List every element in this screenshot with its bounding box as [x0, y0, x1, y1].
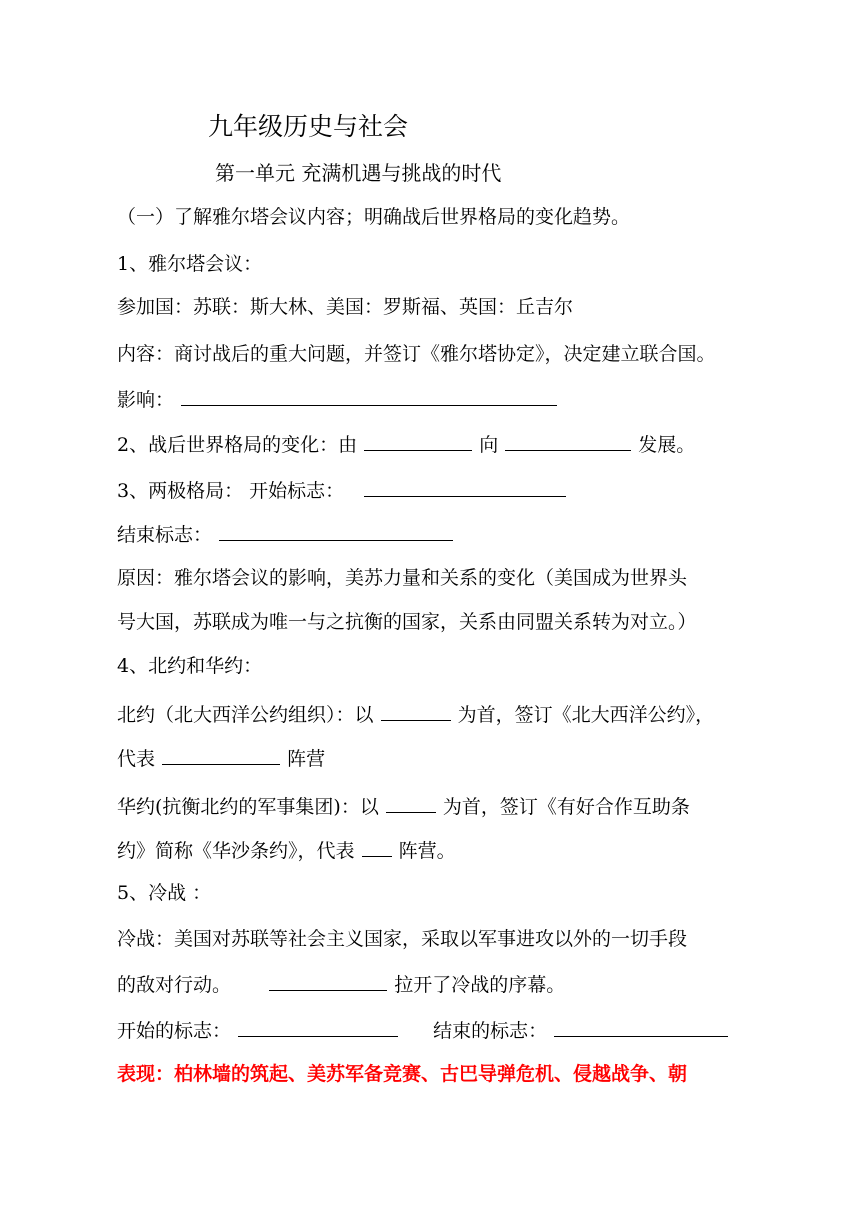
cold-war-end-blank[interactable] — [554, 1014, 728, 1037]
item5-manifestations: 表现：柏林墙的筑起、美苏军备竞赛、古巴导弹危机、侵越战争、朝 — [117, 1063, 688, 1085]
item2-prefix: 2、战后世界格局的变化：由 — [117, 434, 358, 456]
item3-line — [117, 474, 567, 506]
def-2-prefix: 的敌对行动。 — [117, 974, 250, 996]
item3-prefix: 3、两极格局： 开始标志： — [117, 480, 345, 502]
end-label: 结束的标志： — [433, 1020, 548, 1042]
item4-warsaw-2 — [117, 834, 456, 866]
item4-nato — [117, 698, 714, 730]
item5-def-1: 冷战：美国对苏联等社会主义国家，采取以军事进攻以外的一切手段 — [117, 928, 688, 950]
item3-reason-1: 原因：雅尔塔会议的影响，美苏力量和关系的变化（美国成为世界头 — [117, 567, 688, 589]
warsaw-prefix: 华约(抗衡北约的军事集团)：以 — [117, 796, 385, 818]
warsaw-leader-blank[interactable] — [386, 790, 436, 813]
item2-blank-from[interactable] — [364, 428, 472, 451]
nato-suffix: 为首，签订《北大西洋公约》， — [457, 704, 715, 726]
item2-suffix: 发展。 — [638, 434, 696, 456]
item3-end-blank[interactable] — [219, 518, 453, 541]
item3-reason-2: 号大国，苏联成为唯一与之抗衡的国家，关系由同盟关系转为对立。） — [117, 611, 697, 633]
item2-line — [117, 428, 695, 460]
document-title: 九年级历史与社会 — [208, 112, 409, 141]
nato-leader-blank[interactable] — [381, 698, 451, 721]
item4-heading: 4、北约和华约： — [117, 655, 263, 677]
item3-end-label: 结束标志： — [117, 524, 213, 546]
item1-participants: 参加国：苏联：斯大林、美国：罗斯福、英国：丘吉尔 — [117, 296, 574, 318]
start-label: 开始的标志： — [117, 1020, 232, 1042]
item4-nato-rep — [117, 742, 325, 774]
unit-title: 第一单元 充满机遇与挑战的时代 — [215, 161, 502, 185]
warsaw-camp-blank[interactable] — [362, 834, 392, 857]
item5-markers — [117, 1014, 729, 1046]
warsaw-suffix: 为首，签订《有好合作互助条 — [442, 796, 690, 818]
item3-start-blank[interactable] — [364, 474, 566, 497]
item1-impact — [117, 383, 558, 415]
item2-blank-to[interactable] — [505, 428, 631, 451]
impact-blank[interactable] — [181, 383, 557, 406]
nato-rep-prefix: 代表 — [117, 748, 156, 770]
item2-mid: 向 — [479, 434, 499, 456]
item1-content: 内容：商讨战后的重大问题，并签订《雅尔塔协定》，决定建立联合国。 — [117, 343, 716, 365]
item5-heading: 5、冷战 ： — [117, 882, 212, 904]
def-2-suffix: 拉开了冷战的序幕。 — [394, 974, 566, 996]
cold-war-start-blank[interactable] — [238, 1014, 398, 1037]
item5-def-2 — [117, 968, 565, 1000]
item4-warsaw — [117, 790, 690, 822]
section-heading: （一）了解雅尔塔会议内容；明确战后世界格局的变化趋势。 — [117, 206, 631, 228]
item3-end — [117, 518, 454, 550]
warsaw-2-prefix: 约》简称《华沙条约》，代表 — [117, 840, 355, 862]
warsaw-2-suffix: 阵营。 — [398, 840, 456, 862]
nato-prefix: 北约（北大西洋公约组织）：以 — [117, 704, 374, 726]
nato-rep-suffix: 阵营 — [287, 748, 326, 770]
cold-war-start-event-blank[interactable] — [269, 968, 387, 991]
item1-heading: 1、雅尔塔会议： — [117, 253, 263, 275]
nato-camp-blank[interactable] — [162, 742, 280, 765]
impact-label: 影响： — [117, 389, 175, 411]
